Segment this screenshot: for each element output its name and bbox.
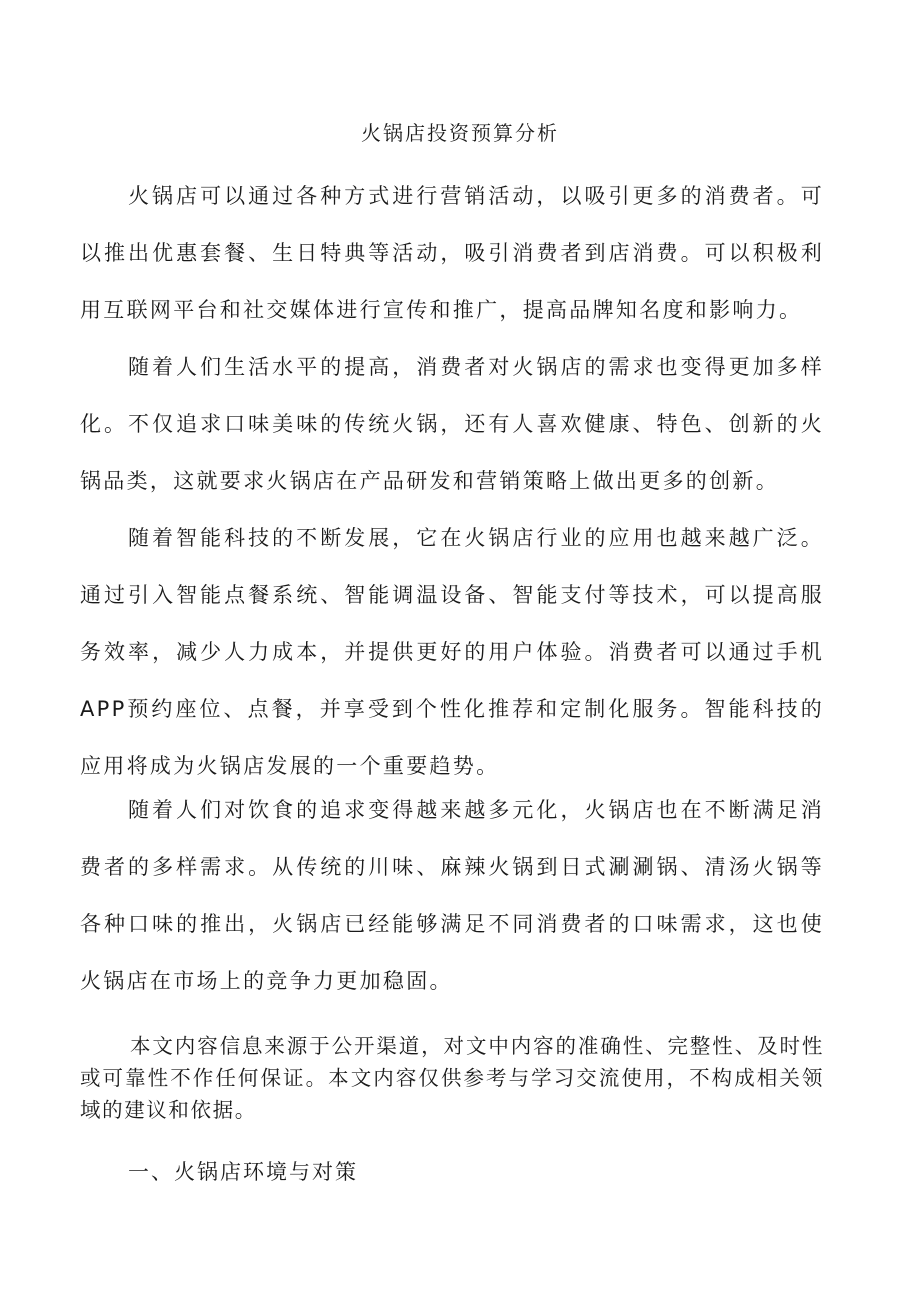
paragraph-smart-technology: 随着智能科技的不断发展，它在火锅店行业的应用也越来越广泛。通过引入智能点餐系统、智能调温设备、智能支付等技术，可以提高服务效率，减少人力成本，并提供更好的用户体验。消费者可以通过手机APP预约座位、点餐，并享受到个性化推荐和定制化服务。智能科技的应用将成为火锅店发展的一个重要趋势。 [80,526,824,778]
paragraph-marketing: 火锅店可以通过各种方式进行营销活动，以吸引更多的消费者。可以推出优惠套餐、生日特典等活动，吸引消费者到店消费。可以积极利用互联网平台和社交媒体进行宣传和推广，提高品牌知名度和影响力。 [80,184,824,322]
disclaimer-text: 本文内容信息来源于公开渠道，对文中内容的准确性、完整性、及时性或可靠性不作任何保证。本文内容仅供参考与学习交流使用，不构成相关领域的建议和依据。 [80,1034,824,1122]
paragraph-diverse-flavors: 随着人们对饮食的追求变得越来越多元化，火锅店也在不断满足消费者的多样需求。从传统的川味、麻辣火锅到日式涮涮锅、清汤火锅等各种口味的推出，火锅店已经能够满足不同消费者的口味需求，这也使火锅店在市场上的竞争力更加稳固。 [80,798,824,993]
section-heading: 一、火锅店环境与对策 [128,1160,358,1184]
document-title: 火锅店投资预算分析 [361,121,559,145]
paragraph-diversified-demand: 随着人们生活水平的提高，消费者对火锅店的需求也变得更加多样化。不仅追求口味美味的传统火锅，还有人喜欢健康、特色、创新的火锅品类，这就要求火锅店在产品研发和营销策略上做出更多的创新。 [80,355,824,493]
